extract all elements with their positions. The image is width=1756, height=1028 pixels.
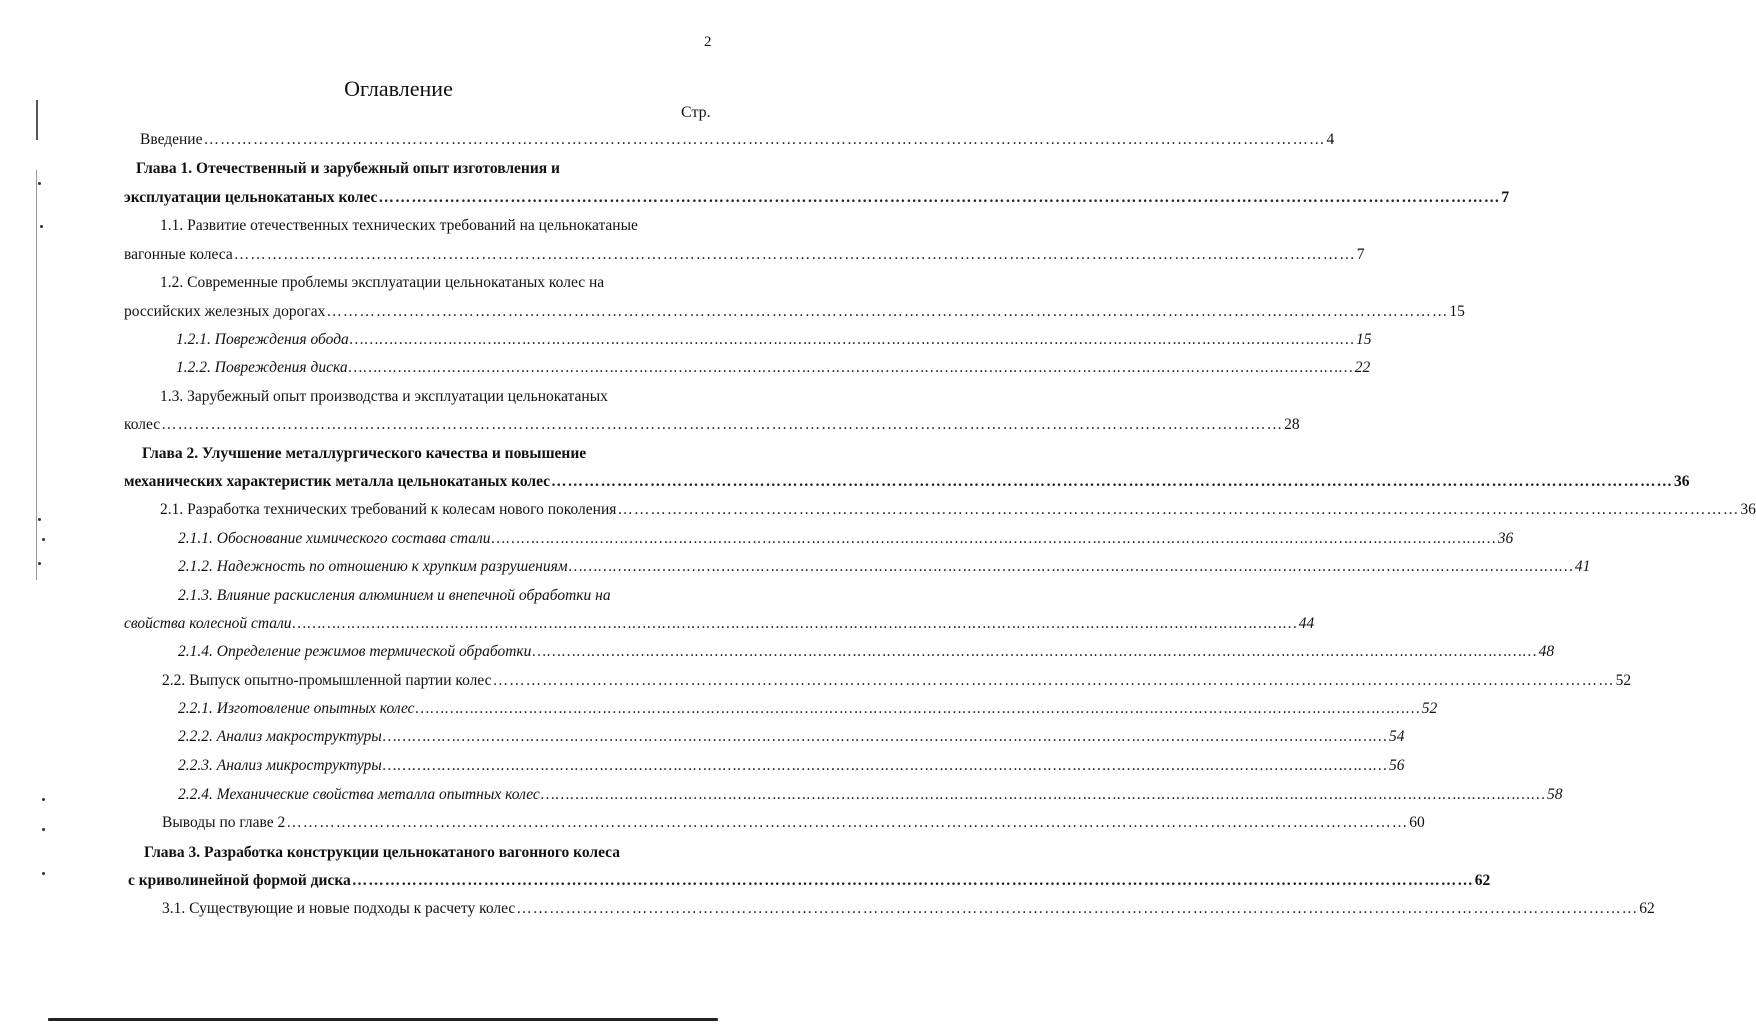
toc-entry-page: 36	[1497, 530, 1514, 547]
toc-entry-page: 62	[1639, 900, 1655, 917]
scan-artifact	[36, 170, 37, 580]
toc-entry-page: 62	[1474, 872, 1491, 889]
dot-leader: ……………………………………………………………………………………………………………………………………………………………………………………	[348, 359, 1354, 376]
dot-leader: ……………………………………………………………………………………………………………………………………………………………………………………	[382, 728, 1388, 745]
toc-entry-text: 1.2.2. Повреждения диска	[176, 359, 348, 376]
toc-entry-text: 2.2.3. Анализ микроструктуры	[178, 757, 382, 774]
toc-entry-text: колес	[124, 416, 161, 433]
toc-entry-page: 41	[1574, 558, 1591, 575]
toc-entry-text: 2.2. Выпуск опытно-промышленной партии колес	[162, 672, 492, 689]
dot-leader: ……………………………………………………………………………………………………………………………………………………………………………………	[378, 189, 1501, 206]
dot-leader: ……………………………………………………………………………………………………………………………………………………………………………………	[382, 757, 1388, 774]
dot-leader: ……………………………………………………………………………………………………………………………………………………………………………………	[292, 615, 1298, 632]
toc-entry-text: механических характеристик металла цельнокатаных колес	[124, 473, 551, 490]
toc-entry-2-2-4[interactable]	[178, 785, 1563, 805]
dot-leader: ……………………………………………………………………………………………………………………………………………………………………………………	[551, 473, 1674, 490]
toc-entry-page: 28	[1284, 416, 1300, 433]
toc-entry-2-1-2[interactable]	[178, 557, 1591, 577]
toc-entry-page: 15	[1355, 331, 1372, 348]
toc-entry-2-1[interactable]	[160, 500, 1756, 520]
toc-entry-page: 7	[1501, 189, 1510, 206]
toc-entry-text: 1.1. Развитие отечественных технических требований на цельнокатаные	[160, 217, 638, 234]
toc-entry-1-2-1[interactable]	[176, 330, 1372, 350]
toc-entry-text: вагонные колеса	[124, 246, 233, 263]
dot-leader: ……………………………………………………………………………………………………………………………………………………………………………………	[286, 814, 1409, 831]
dot-leader: ……………………………………………………………………………………………………………………………………………………………………………………	[568, 558, 1574, 575]
scan-artifact	[42, 538, 45, 541]
toc-entry-introduction[interactable]	[140, 130, 1335, 150]
toc-entry-text: 2.2.4. Механические свойства металла опытных колес	[178, 786, 540, 803]
toc-entry-1-3-continued[interactable]	[124, 415, 1300, 435]
toc-entry-1-2[interactable]	[160, 273, 715, 293]
toc-entry-text: Глава 1. Отечественный и зарубежный опыт изготовления и	[136, 160, 560, 177]
toc-entry-page: 36	[1674, 473, 1690, 490]
toc-entry-chapter-2[interactable]	[142, 444, 715, 464]
toc-entry-1-1[interactable]	[160, 216, 715, 236]
toc-entry-text: Глава 2. Улучшение металлургического качества и повышение	[142, 445, 587, 462]
dot-leader: ……………………………………………………………………………………………………………………………………………………………………………………	[516, 900, 1639, 917]
scan-artifact	[42, 828, 45, 831]
scan-artifact	[36, 100, 38, 140]
dot-leader: ……………………………………………………………………………………………………………………………………………………………………………………	[491, 530, 1497, 547]
toc-entry-page: 44	[1298, 615, 1315, 632]
scan-artifact	[42, 872, 45, 875]
toc-entry-text: Введение	[140, 131, 203, 148]
toc-entry-chapter-2-continued[interactable]	[124, 472, 1690, 492]
dot-leader: ……………………………………………………………………………………………………………………………………………………………………………………	[492, 672, 1615, 689]
pages-column-label: Стр.	[681, 104, 711, 121]
toc-entry-text: 1.3. Зарубежный опыт производства и эксплуатации цельнокатаных	[160, 388, 608, 405]
toc-entry-page: 58	[1547, 786, 1563, 803]
toc-entry-text: 2.1.3. Влияние раскисления алюминием и внепечной обработки на	[178, 587, 611, 604]
toc-entry-text: 2.1.2. Надежность по отношению к хрупким разрушениям	[178, 558, 568, 575]
toc-entry-page: 56	[1388, 757, 1405, 774]
toc-entry-conclusions-2[interactable]	[162, 813, 1425, 833]
dot-leader: ……………………………………………………………………………………………………………………………………………………………………………………	[161, 416, 1284, 433]
toc-entry-3-1[interactable]	[162, 899, 1655, 919]
scan-artifact	[38, 182, 41, 185]
toc-entry-text: эксплуатации цельнокатаных колес	[124, 189, 378, 206]
toc-entry-1-1-continued[interactable]	[124, 245, 1365, 265]
toc-entry-2-2-1[interactable]	[178, 699, 1438, 719]
toc-entry-text: 2.1. Разработка технических требований к колесам нового поколения	[160, 501, 617, 518]
dot-leader: ……………………………………………………………………………………………………………………………………………………………………………………	[326, 303, 1449, 320]
toc-entry-1-3[interactable]	[160, 387, 715, 407]
toc-entry-text: 3.1. Существующие и новые подходы к расчету колес	[162, 900, 516, 917]
toc-entry-page: 36	[1740, 501, 1756, 518]
toc-entry-page: 48	[1538, 643, 1555, 660]
dot-leader: ……………………………………………………………………………………………………………………………………………………………………………………	[349, 331, 1355, 348]
toc-entry-page: 52	[1615, 672, 1632, 689]
toc-entry-page: 7	[1356, 246, 1365, 263]
toc-entry-2-2-2[interactable]	[178, 727, 1405, 747]
toc-entry-2-2-3[interactable]	[178, 756, 1405, 776]
toc-entry-text: 2.2.1. Изготовление опытных колес	[178, 700, 415, 717]
toc-entry-chapter-3-continued[interactable]	[128, 871, 1491, 891]
toc-entry-text: российских железных дорогах	[124, 303, 326, 320]
scan-artifact	[38, 562, 41, 565]
toc-entry-page: 22	[1354, 359, 1371, 376]
toc-entry-2-1-3-continued[interactable]	[124, 614, 1315, 634]
toc-entry-2-1-4[interactable]	[178, 642, 1555, 662]
toc-entry-chapter-1[interactable]	[136, 159, 715, 179]
toc-entry-2-1-1[interactable]	[178, 529, 1514, 549]
page-bottom-edge	[48, 1018, 718, 1021]
toc-entry-1-2-continued[interactable]	[124, 302, 1465, 322]
toc-entry-page: 15	[1449, 303, 1465, 320]
dot-leader: ……………………………………………………………………………………………………………………………………………………………………………………	[540, 786, 1546, 803]
toc-entry-text: 1.2. Современные проблемы эксплуатации цельнокатаных колес на	[160, 274, 605, 291]
toc-entry-page: 4	[1326, 131, 1335, 148]
page-number: 2	[704, 34, 712, 50]
toc-entry-page: 54	[1388, 728, 1405, 745]
scan-artifact	[38, 518, 41, 521]
toc-entry-page: 60	[1409, 814, 1425, 831]
toc-entry-text: 2.2.2. Анализ макроструктуры	[178, 728, 382, 745]
toc-entry-text: Глава 3. Разработка конструкции цельнокатаного вагонного колеса	[144, 844, 620, 861]
toc-entry-page: 52	[1421, 700, 1438, 717]
toc-entry-chapter-1-continued[interactable]	[124, 188, 1510, 208]
dot-leader: ……………………………………………………………………………………………………………………………………………………………………………………	[532, 643, 1538, 660]
toc-entry-text: 1.2.1. Повреждения обода	[176, 331, 349, 348]
toc-entry-text: 2.1.1. Обоснование химического состава стали	[178, 530, 491, 547]
dot-leader: ……………………………………………………………………………………………………………………………………………………………………………………	[233, 246, 1356, 263]
toc-entry-2-1-3[interactable]	[178, 586, 715, 606]
dot-leader: ……………………………………………………………………………………………………………………………………………………………………………………	[203, 131, 1326, 148]
toc-entry-2-2[interactable]	[162, 671, 1632, 691]
toc-entry-text: 2.1.4. Определение режимов термической обработки	[178, 643, 532, 660]
dot-leader: ……………………………………………………………………………………………………………………………………………………………………………………	[351, 872, 1474, 889]
toc-entry-text: Выводы по главе 2	[162, 814, 286, 831]
toc-entry-chapter-3[interactable]	[144, 843, 719, 863]
toc-entry-text: свойства колесной стали	[124, 615, 292, 632]
scan-artifact	[40, 225, 43, 228]
page-title: Оглавление	[344, 76, 453, 101]
dot-leader: ……………………………………………………………………………………………………………………………………………………………………………………	[617, 501, 1740, 518]
dot-leader: ……………………………………………………………………………………………………………………………………………………………………………………	[415, 700, 1421, 717]
toc-entry-1-2-2[interactable]	[176, 358, 1371, 378]
scan-artifact	[42, 798, 45, 801]
toc-entry-text: с криволинейной формой диска	[128, 872, 351, 889]
